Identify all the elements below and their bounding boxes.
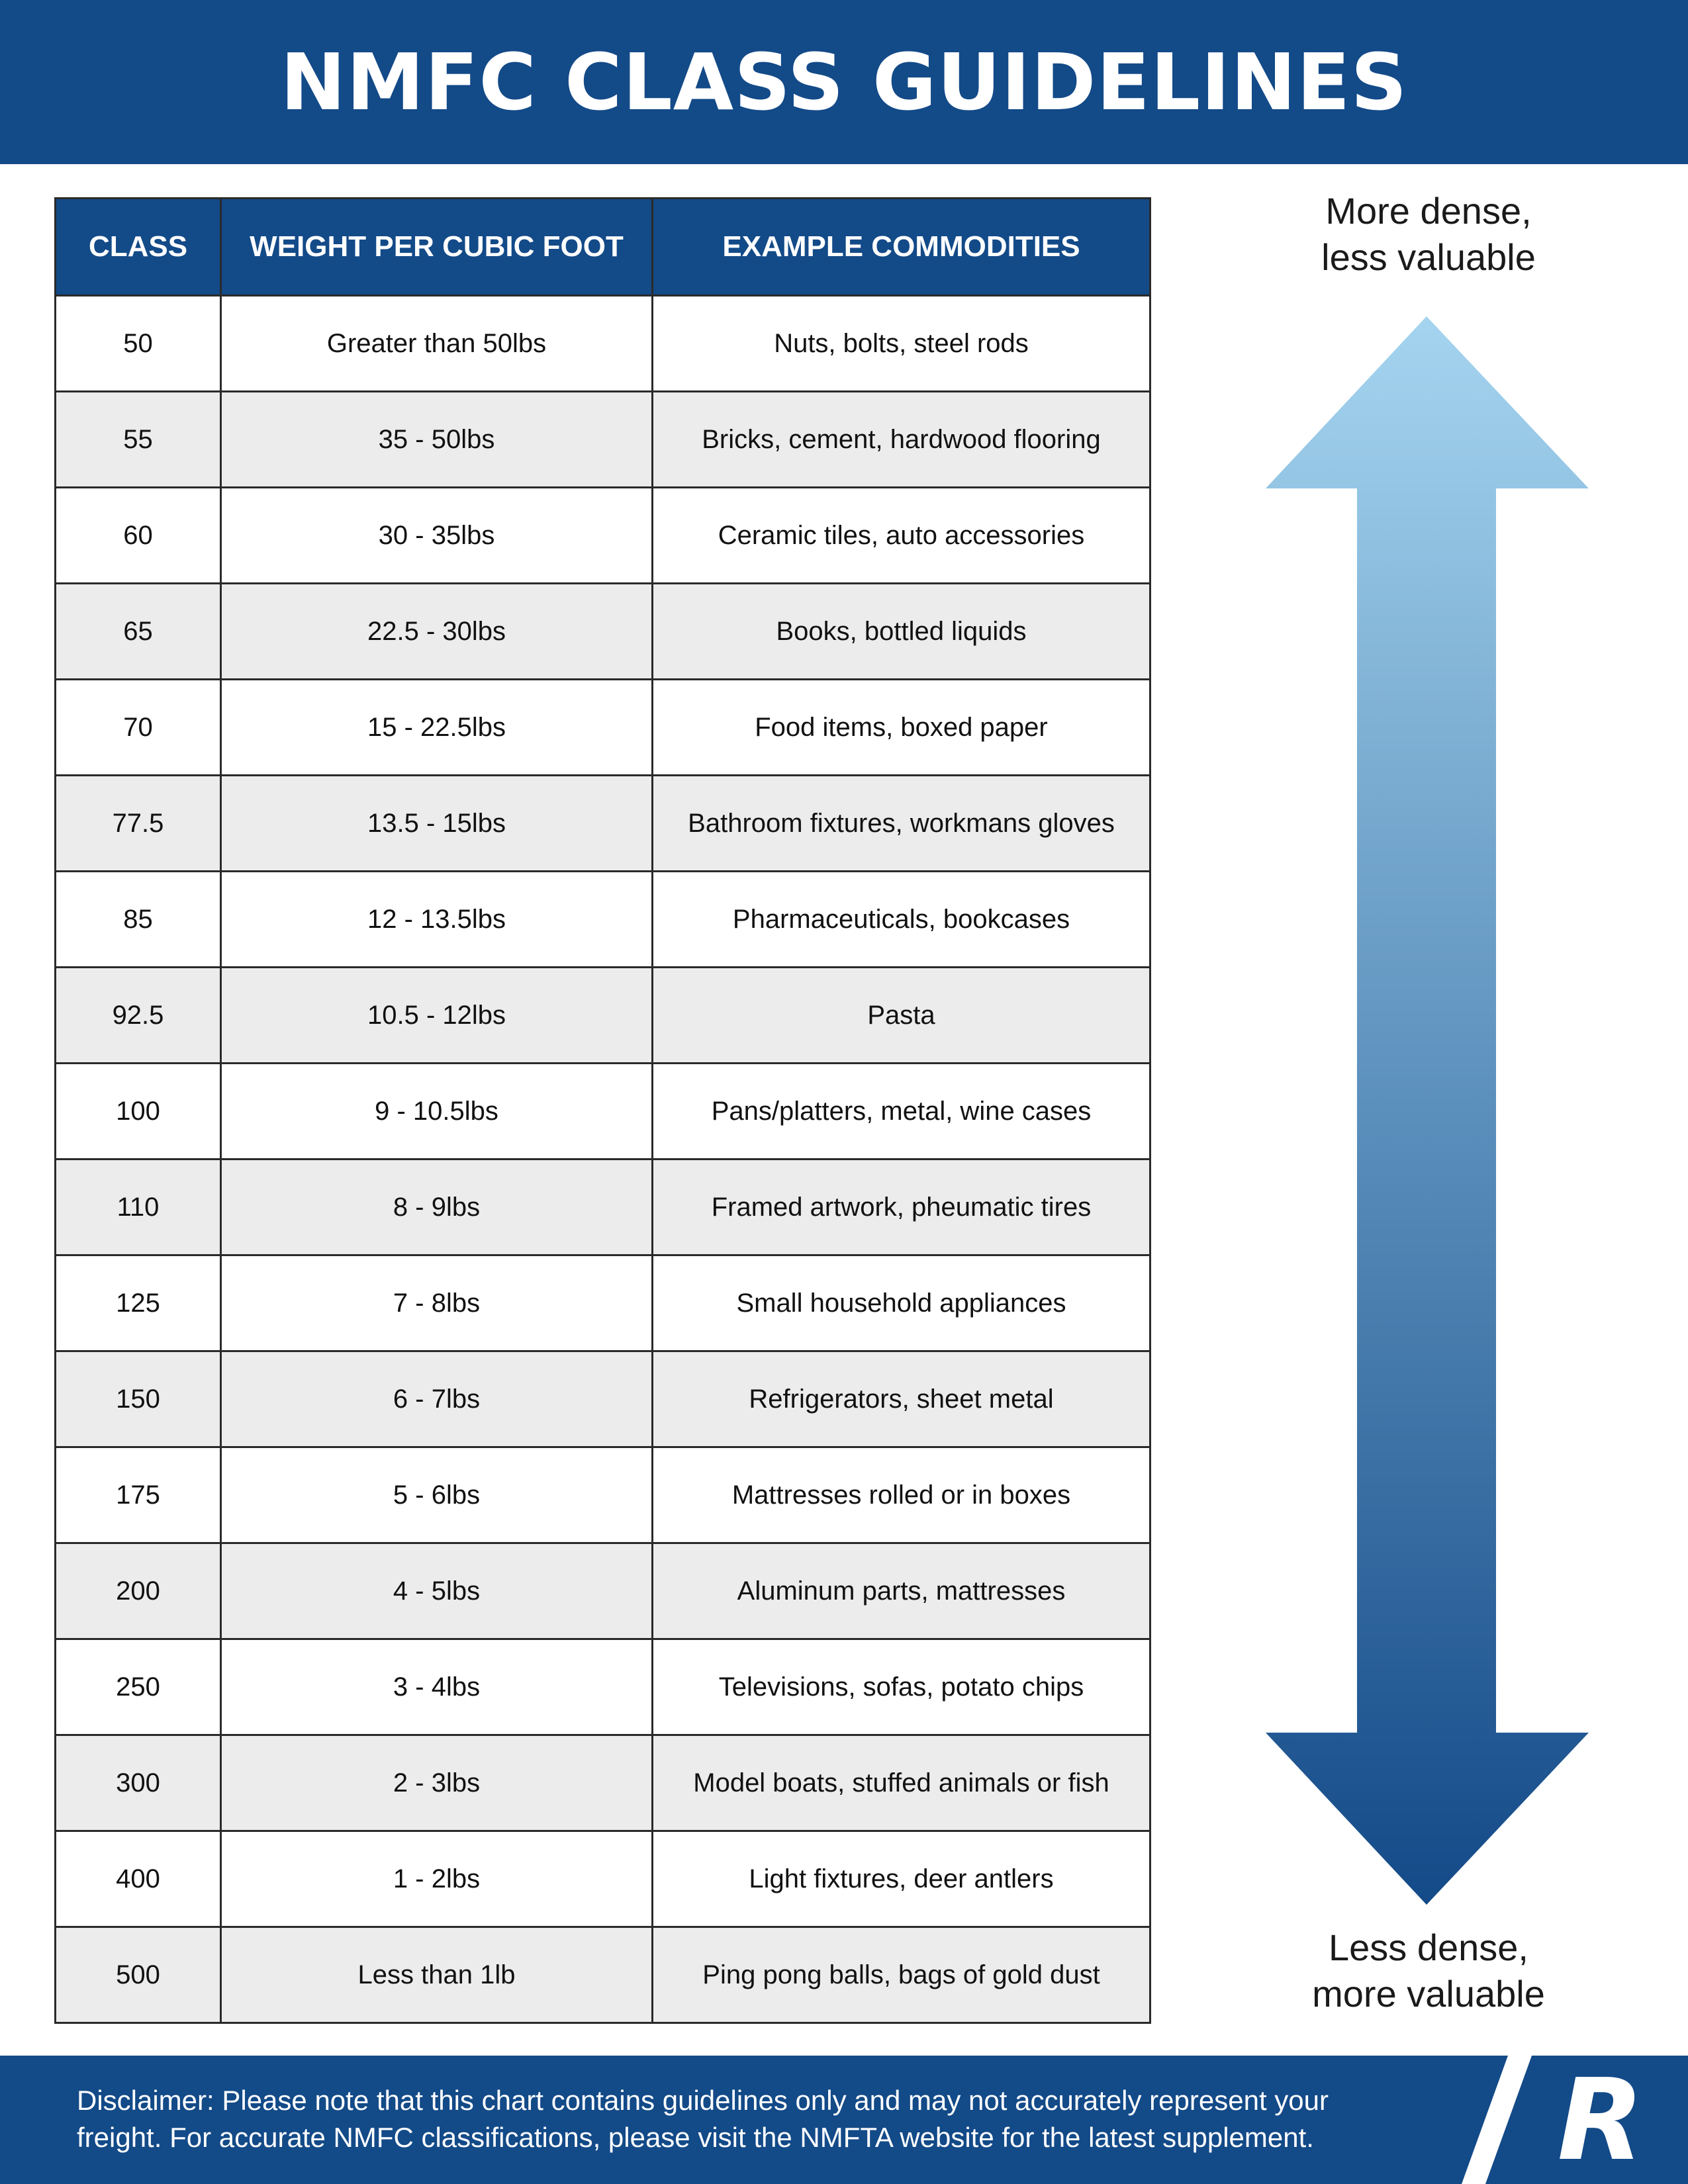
weight-cell: 2 - 3lbs xyxy=(221,1735,653,1831)
weight-cell: 7 - 8lbs xyxy=(221,1255,653,1351)
class-cell: 70 xyxy=(56,680,221,776)
commodities-cell: Refrigerators, sheet metal xyxy=(653,1351,1150,1447)
logo-letter: R xyxy=(1557,2056,1644,2184)
class-cell: 175 xyxy=(56,1447,221,1543)
table-row xyxy=(56,968,1150,1064)
footer xyxy=(0,2056,1688,2184)
weight-cell: 6 - 7lbs xyxy=(221,1351,653,1447)
disclaimer-text xyxy=(77,2082,1401,2156)
class-cell: 55 xyxy=(56,392,221,488)
class-cell: 110 xyxy=(56,1160,221,1255)
table-row xyxy=(56,488,1150,584)
table-row xyxy=(56,1831,1150,1927)
class-cell: 85 xyxy=(56,872,221,968)
weight-cell: 22.5 - 30lbs xyxy=(221,584,653,680)
table-row xyxy=(56,1927,1150,2023)
table-row xyxy=(56,1255,1150,1351)
table-row xyxy=(56,1543,1150,1639)
table-row xyxy=(56,680,1150,776)
weight-cell: 9 - 10.5lbs xyxy=(221,1064,653,1160)
commodities-cell: Model boats, stuffed animals or fish xyxy=(653,1735,1150,1831)
more-dense-line-1: More dense, xyxy=(1325,190,1532,232)
page-title: NMFC CLASS GUIDELINES xyxy=(280,36,1408,128)
commodities-cell: Small household appliances xyxy=(653,1255,1150,1351)
page-header xyxy=(0,0,1688,164)
weight-cell: 5 - 6lbs xyxy=(221,1447,653,1543)
less-dense-label xyxy=(1256,1925,1601,2017)
more-dense-label xyxy=(1256,188,1601,281)
nmfc-class-table xyxy=(54,197,1151,2024)
table-row xyxy=(56,776,1150,872)
class-cell: 65 xyxy=(56,584,221,680)
class-cell: 77.5 xyxy=(56,776,221,872)
class-cell: 92.5 xyxy=(56,968,221,1064)
less-dense-line-1: Less dense, xyxy=(1329,1927,1528,1968)
class-cell: 50 xyxy=(56,296,221,392)
table-header-row xyxy=(56,199,1150,296)
weight-cell: 8 - 9lbs xyxy=(221,1160,653,1255)
class-cell: 60 xyxy=(56,488,221,584)
table-row xyxy=(56,1639,1150,1735)
class-cell: 400 xyxy=(56,1831,221,1927)
class-cell: 250 xyxy=(56,1639,221,1735)
weight-cell: Greater than 50lbs xyxy=(221,296,653,392)
weight-cell: 10.5 - 12lbs xyxy=(221,968,653,1064)
class-cell: 100 xyxy=(56,1064,221,1160)
weight-cell: 12 - 13.5lbs xyxy=(221,872,653,968)
table-row xyxy=(56,584,1150,680)
more-dense-line-2: less valuable xyxy=(1321,236,1536,278)
column-header-class: CLASS xyxy=(56,199,221,296)
commodities-cell: Food items, boxed paper xyxy=(653,680,1150,776)
nmfc-class-table-container xyxy=(54,197,1149,2024)
class-cell: 150 xyxy=(56,1351,221,1447)
class-cell: 300 xyxy=(56,1735,221,1831)
weight-cell: 3 - 4lbs xyxy=(221,1639,653,1735)
less-dense-line-2: more valuable xyxy=(1312,1973,1545,2015)
commodities-cell: Books, bottled liquids xyxy=(653,584,1150,680)
commodities-cell: Mattresses rolled or in boxes xyxy=(653,1447,1150,1543)
table-row xyxy=(56,1064,1150,1160)
commodities-cell: Bathroom fixtures, workmans gloves xyxy=(653,776,1150,872)
commodities-cell: Pasta xyxy=(653,968,1150,1064)
commodities-cell: Pans/platters, metal, wine cases xyxy=(653,1064,1150,1160)
table-row xyxy=(56,1160,1150,1255)
column-header-weight: WEIGHT PER CUBIC FOOT xyxy=(221,199,653,296)
density-scale-arrow-icon xyxy=(1264,311,1595,1913)
commodities-cell: Nuts, bolts, steel rods xyxy=(653,296,1150,392)
table-row xyxy=(56,872,1150,968)
table-row xyxy=(56,1351,1150,1447)
weight-cell: 30 - 35lbs xyxy=(221,488,653,584)
commodities-cell: Light fixtures, deer antlers xyxy=(653,1831,1150,1927)
weight-cell: 4 - 5lbs xyxy=(221,1543,653,1639)
table-row xyxy=(56,392,1150,488)
weight-cell: 15 - 22.5lbs xyxy=(221,680,653,776)
disclaimer-line-2: freight. For accurate NMFC classifications, please visit the NMFTA website for the latest supplement. xyxy=(77,2122,1314,2153)
commodities-cell: Bricks, cement, hardwood flooring xyxy=(653,392,1150,488)
column-header-commodities: EXAMPLE COMMODITIES xyxy=(653,199,1150,296)
commodities-cell: Televisions, sofas, potato chips xyxy=(653,1639,1150,1735)
commodities-cell: Framed artwork, pheumatic tires xyxy=(653,1160,1150,1255)
class-cell: 200 xyxy=(56,1543,221,1639)
weight-cell: 1 - 2lbs xyxy=(221,1831,653,1927)
class-cell: 500 xyxy=(56,1927,221,2023)
weight-cell: Less than 1lb xyxy=(221,1927,653,2023)
commodities-cell: Aluminum parts, mattresses xyxy=(653,1543,1150,1639)
commodities-cell: Pharmaceuticals, bookcases xyxy=(653,872,1150,968)
commodities-cell: Ping pong balls, bags of gold dust xyxy=(653,1927,1150,2023)
table-row xyxy=(56,296,1150,392)
table-row xyxy=(56,1735,1150,1831)
weight-cell: 35 - 50lbs xyxy=(221,392,653,488)
disclaimer-line-1: Disclaimer: Please note that this chart contains guidelines only and may not accurately represent your xyxy=(77,2085,1329,2116)
table-row xyxy=(56,1447,1150,1543)
commodities-cell: Ceramic tiles, auto accessories xyxy=(653,488,1150,584)
weight-cell: 13.5 - 15lbs xyxy=(221,776,653,872)
class-cell: 125 xyxy=(56,1255,221,1351)
